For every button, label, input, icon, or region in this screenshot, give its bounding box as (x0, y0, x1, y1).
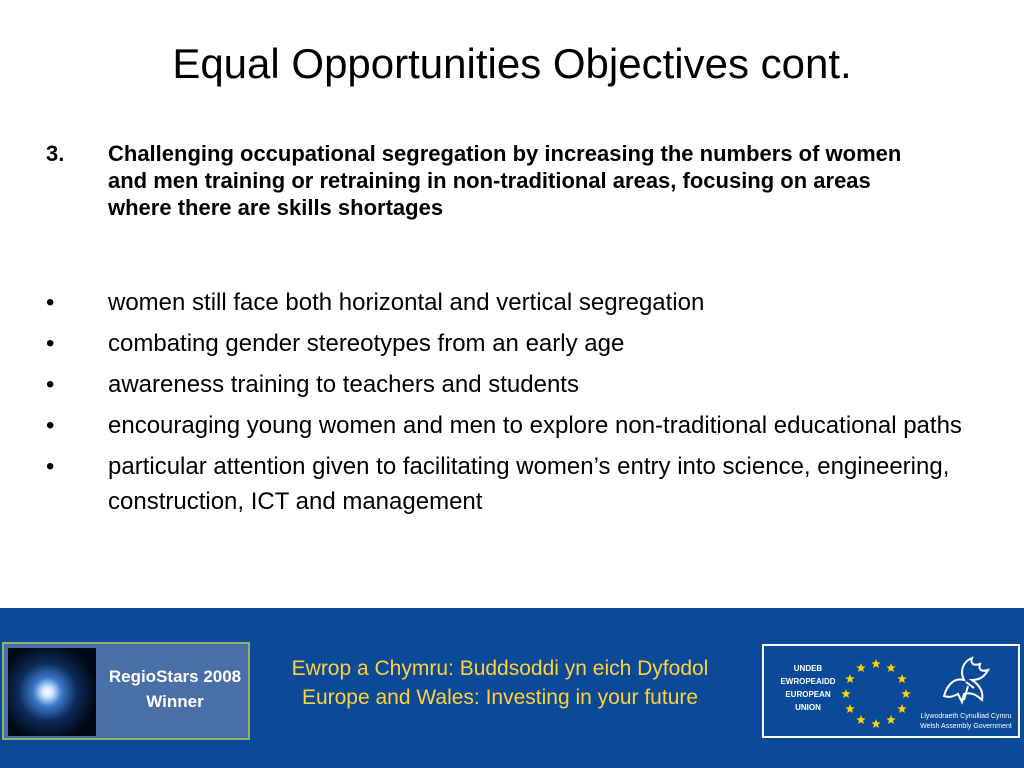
eu-star-icon (856, 663, 866, 672)
eu-label-line: EWROPEAIDD (780, 677, 836, 686)
eu-label-line: UNDEB (793, 664, 823, 673)
tagline-english: Europe and Wales: Investing in your future (301, 686, 699, 709)
dragon-icon (938, 652, 994, 708)
regiostars-subtitle: Winner (146, 692, 204, 711)
eu-star-icon (845, 674, 855, 683)
footer-tagline (250, 654, 750, 712)
list-item (46, 367, 1006, 402)
item-text: Challenging occupational segregation by increasing the numbers of women and men training or retraining in non-traditional areas, focusing on areas where there are skills shortages (108, 141, 902, 220)
eu-star-icon (886, 663, 896, 672)
bullet-text: women still face both horizontal and vertical segregation (108, 289, 705, 316)
item-number: 3. (46, 141, 65, 166)
numbered-item (46, 140, 946, 221)
eu-star-icon (886, 715, 896, 724)
wag-welsh: Llywodraeth Cynulliad Cymru (920, 713, 1012, 720)
wag-text (914, 712, 1018, 732)
bullet-icon: • (46, 330, 55, 357)
eu-star-icon (871, 659, 881, 668)
eu-star-icon (871, 719, 881, 728)
eu-star-icon (901, 689, 911, 698)
starburst-icon (8, 648, 96, 736)
slide-title: Equal Opportunities Objectives cont. (172, 40, 852, 87)
eu-wag-logo (762, 644, 1020, 738)
regiostars-logo (2, 642, 250, 740)
bullet-text: particular attention given to facilitating women’s entry into science, engineering, construction, ICT and management (108, 453, 950, 515)
wag-english: Welsh Assembly Government (920, 723, 1012, 730)
list-item (46, 326, 1006, 361)
bullet-icon: • (46, 453, 55, 480)
list-item (46, 449, 1006, 519)
list-item (46, 285, 1006, 320)
bullet-icon: • (46, 289, 55, 316)
bullet-text: combating gender stereotypes from an early age (108, 330, 625, 357)
list-item (46, 408, 1006, 443)
eu-label (770, 662, 846, 714)
bullet-list (46, 285, 1006, 525)
eu-star-icon (897, 674, 907, 683)
bullet-icon: • (46, 412, 55, 439)
eu-star-icon (856, 715, 866, 724)
tagline-welsh: Ewrop a Chymru: Buddsoddi yn eich Dyfodol (291, 657, 709, 680)
eu-stars-icon (836, 654, 916, 734)
eu-label-line: EUROPEAN (785, 690, 831, 699)
eu-star-icon (845, 704, 855, 713)
eu-star-icon (897, 704, 907, 713)
bullet-icon: • (46, 371, 55, 398)
regiostars-text (100, 664, 250, 714)
bullet-text: encouraging young women and men to explore non-traditional educational paths (108, 412, 962, 439)
eu-star-icon (841, 689, 851, 698)
bullet-text: awareness training to teachers and students (108, 371, 579, 398)
regiostars-title: RegioStars 2008 (108, 667, 242, 686)
welsh-assembly-logo (914, 652, 1018, 736)
footer-band (0, 608, 1024, 768)
eu-label-line: UNION (795, 703, 821, 712)
